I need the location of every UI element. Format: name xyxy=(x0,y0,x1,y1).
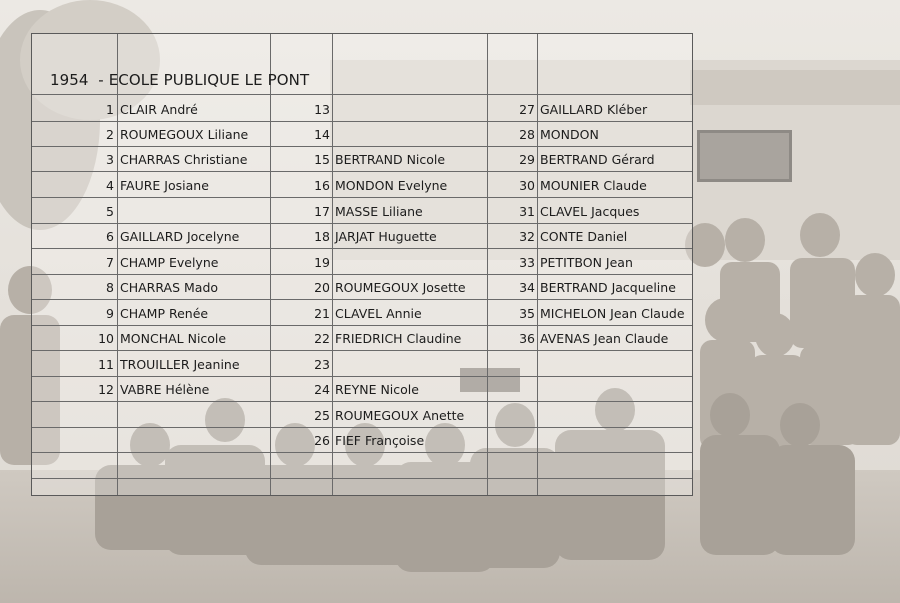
list-item-number: 26 xyxy=(314,433,330,448)
list-item-name: BERTRAND Nicole xyxy=(335,152,446,167)
list-item-number: 28 xyxy=(519,127,535,142)
list-item-number: 3 xyxy=(106,152,114,167)
list-item-number: 30 xyxy=(519,178,535,193)
list-item-number: 17 xyxy=(314,204,330,219)
page-title: 1954 - ECOLE PUBLIQUE LE PONT xyxy=(50,71,310,89)
list-item-number: 20 xyxy=(314,280,330,295)
list-item-number: 12 xyxy=(98,382,114,397)
grid-line xyxy=(32,197,692,198)
grid-line xyxy=(32,223,692,224)
list-item-name: FIEF Françoise xyxy=(335,433,425,448)
grid-line xyxy=(332,34,333,495)
list-item-name: CLAIR André xyxy=(120,102,198,117)
list-item-name: ROUMEGOUX Josette xyxy=(335,280,466,295)
list-item-number: 22 xyxy=(314,331,330,346)
list-item-name: VABRE Hélène xyxy=(120,382,210,397)
list-item-number: 15 xyxy=(314,152,330,167)
list-item-name: MOUNIER Claude xyxy=(540,178,647,193)
list-item-name: MONCHAL Nicole xyxy=(120,331,227,346)
list-item-name: CHAMP Renée xyxy=(120,306,209,321)
list-item-number: 21 xyxy=(314,306,330,321)
grid-line xyxy=(270,34,271,495)
grid-line xyxy=(537,34,538,495)
grid-line xyxy=(32,376,692,377)
list-item-name: JARJAT Huguette xyxy=(335,229,437,244)
list-item-name: FRIEDRICH Claudine xyxy=(335,331,462,346)
list-item-number: 5 xyxy=(106,204,114,219)
list-item-name: TROUILLER Jeanine xyxy=(120,357,240,372)
list-item-number: 36 xyxy=(519,331,535,346)
grid-line xyxy=(32,121,692,122)
roster-sheet xyxy=(31,33,693,496)
list-item-number: 31 xyxy=(519,204,535,219)
list-item-number: 18 xyxy=(314,229,330,244)
list-item-number: 19 xyxy=(314,255,330,270)
list-item-number: 29 xyxy=(519,152,535,167)
list-item-number: 25 xyxy=(314,408,330,423)
list-item-name: AVENAS Jean Claude xyxy=(540,331,669,346)
list-item-name: ROUMEGOUX Liliane xyxy=(120,127,249,142)
list-item-number: 9 xyxy=(106,306,114,321)
grid-line xyxy=(32,325,692,326)
list-item-name: ROUMEGOUX Anette xyxy=(335,408,465,423)
grid-line xyxy=(32,478,692,479)
list-item-number: 33 xyxy=(519,255,535,270)
list-item-number: 8 xyxy=(106,280,114,295)
list-item-name: GAILLARD Jocelyne xyxy=(120,229,240,244)
list-item-number: 16 xyxy=(314,178,330,193)
list-item-number: 11 xyxy=(98,357,114,372)
grid-line xyxy=(32,299,692,300)
list-item-name: MICHELON Jean Claude xyxy=(540,306,685,321)
grid-line xyxy=(32,94,692,95)
list-item-number: 7 xyxy=(106,255,114,270)
grid-line xyxy=(32,248,692,249)
grid-line xyxy=(32,274,692,275)
list-item-number: 24 xyxy=(314,382,330,397)
list-item-name: MONDON xyxy=(540,127,599,142)
list-item-name: CHAMP Evelyne xyxy=(120,255,219,270)
list-item-name: REYNE Nicole xyxy=(335,382,419,397)
list-item-number: 32 xyxy=(519,229,535,244)
list-item-name: BERTRAND Jacqueline xyxy=(540,280,676,295)
grid-line xyxy=(32,452,692,453)
list-item-number: 14 xyxy=(314,127,330,142)
list-item-name: FAURE Josiane xyxy=(120,178,209,193)
list-item-number: 27 xyxy=(519,102,535,117)
list-item-name: CHARRAS Christiane xyxy=(120,152,248,167)
list-item-number: 4 xyxy=(106,178,114,193)
grid-line xyxy=(32,171,692,172)
list-item-number: 10 xyxy=(98,331,114,346)
list-item-number: 23 xyxy=(314,357,330,372)
list-item-name: BERTRAND Gérard xyxy=(540,152,655,167)
grid-line xyxy=(32,146,692,147)
list-item-name: CLAVEL Jacques xyxy=(540,204,640,219)
grid-line xyxy=(32,350,692,351)
list-item-number: 13 xyxy=(314,102,330,117)
list-item-number: 35 xyxy=(519,306,535,321)
list-item-name: MASSE Liliane xyxy=(335,204,423,219)
grid-line xyxy=(32,401,692,402)
list-item-name: CLAVEL Annie xyxy=(335,306,422,321)
list-item-name: CHARRAS Mado xyxy=(120,280,219,295)
list-item-number: 34 xyxy=(519,280,535,295)
grid-line xyxy=(32,427,692,428)
list-item-name: PETITBON Jean xyxy=(540,255,633,270)
list-item-name: MONDON Evelyne xyxy=(335,178,448,193)
list-item-number: 2 xyxy=(106,127,114,142)
grid-line xyxy=(117,34,118,495)
list-item-number: 6 xyxy=(106,229,114,244)
list-item-name: CONTE Daniel xyxy=(540,229,628,244)
list-item-name: GAILLARD Kléber xyxy=(540,102,648,117)
list-item-number: 1 xyxy=(106,102,114,117)
